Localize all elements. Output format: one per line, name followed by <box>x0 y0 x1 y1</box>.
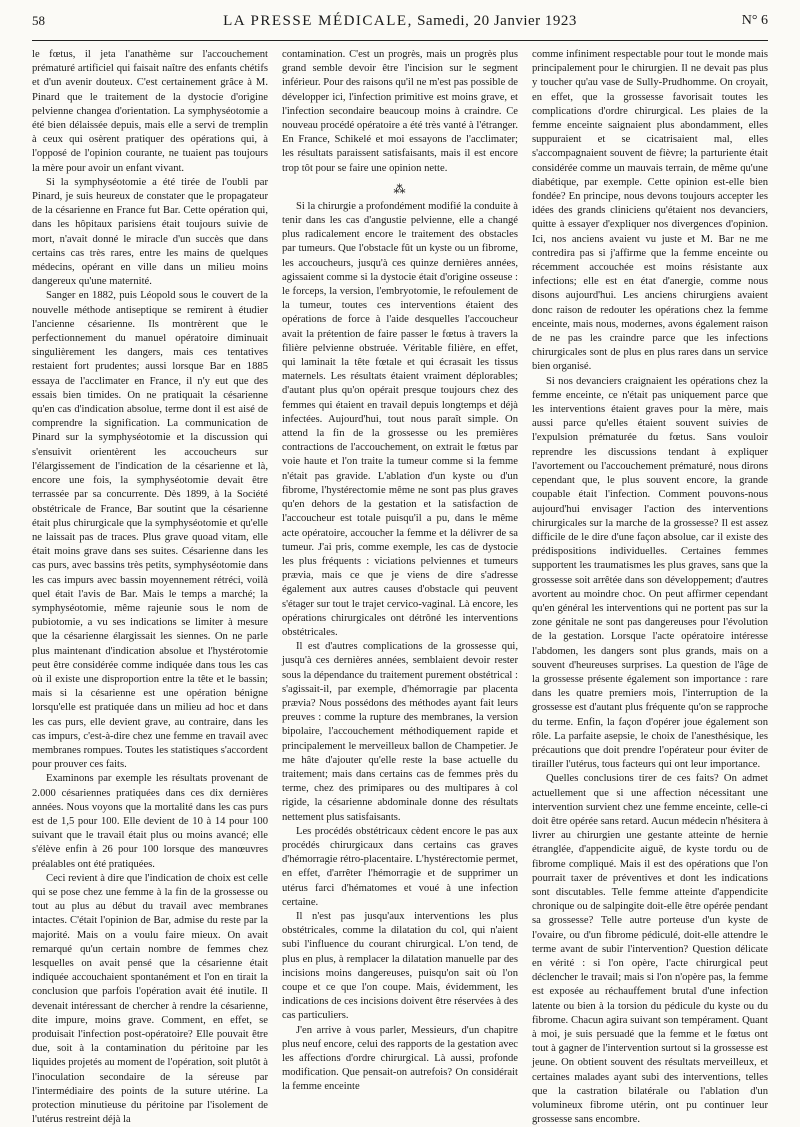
paragraph: Les procédés obstétricaux cèdent encore le pas aux procédés chirurgicaux dans certains cas graves d'hémorragie rétro-placentaire. L'hystérectomie permet, en effet, d'arrêter l'hémorragie et de supprimer un utérus farci d'hématomes et voué à une infection certaine. <box>282 825 518 908</box>
paragraph: J'en arrive à vous parler, Messieurs, d'un chapitre plus neuf encore, celui des rapports de la gestation avec les affections d'ordre chirurgical. Là aussi, profonde modification. Que pensait-on autrefois? On considérait la femme enceinte <box>282 1024 518 1093</box>
paragraph: Examinons par exemple les résultats provenant de 2.000 césariennes pratiquées dans ces dix dernières années. Nous voyons que la mortalité dans les cas purs est de 1,5 pour 100. Elle devient de 10 à 14 pour 100 suivant que le travail était plus ou moins avancé; elle s'élève enfin à 26 pour 100 lorsque des manœuvres préalables ont été pratiquées. <box>32 773 268 870</box>
column-right <box>532 48 768 1126</box>
running-title <box>92 13 708 30</box>
page-number: 58 <box>32 13 45 28</box>
paragraph: Si nos devanciers craignaient les opérations chez la femme enceinte, ce n'était pas uniquement parce que les interventions étaient graves pour la mère, mais aussi parce qu'elles étaient souvent suivies de l'expulsion prématurée du fœtus. Sans vouloir reprendre les discussions tendant à expliquer l'avortement ou l'accouchement prématuré, nous dirons cependant que, le plus souvent encore, la grande coupable était l'infection. Comment pouvons-nous aujourd'hui envisager l'action des interventions chirurgicales sur la marche de la grossesse? Il est assez difficile de le dire d'une façon absolue, car il existe des prédispositions individuelles. Certaines femmes supportent les traumatismes les plus graves, sans que la grossesse soit arrêtée dans son développement; d'autres avortent au moindre choc. On peut affirmer cependant qu'en général les interventions qui ne portent pas sur la zone génitale ne sont pas dangereuses pour l'évolution de la gestation. Lorsque l'acte opératoire intéresse l'abdomen, les dangers sont plus grands, mais on a souvent d'heureuses surprises. La question de l'âge de la grossesse présente également son importance : rare dans les quatre premiers mois, l'interruption de la grossesse est d'autant plus fréquente qu'on se rapproche du terme. Enfin, la façon d'opérer joue également son rôle. La parfaite asepsie, le choix de l'anesthésique, les précautions que doit prendre l'opérateur pour éviter de tirailler l'utérus, tous facteurs qui ont leur importance. <box>532 375 768 771</box>
paragraph: contamination. C'est un progrès, mais un progrès plus grand semble devoir être l'incision sur le segment inférieur. Pour des raisons qu'il ne m'est pas possible de développer ici, l'infection primitive est moins grave, et l'infection secondaire beaucoup moins à craindre. Ce nouveau procédé opératoire a été très vanté à l'étranger. En France, Schikelé et moi essayons de l'acclimater; les résultats paraissent satisfaisants, mais il est encore trop tôt pour se faire une opinion nette. <box>282 49 518 174</box>
paragraph: Ceci revient à dire que l'indication de choix est celle qui se pose chez une femme à la fin de la grossesse ou tout au plus au début du travail avec membranes intactes. C'était l'opinion de Bar, admise du reste par la majorité. Mais on a voulu faire mieux. On avait remarqué qu'un certain nombre de femmes chez lesquelles on avait pensé que la césarienne était indiquée accouchaient spontanément et l'on en tirait la conclusion que parfois l'opération avait été inutile. Il devenait intéressant de chercher à rendre la césarienne, dite impure, moins grave. Comment, en effet, se produisait l'infection post-opératoire? Elle pouvait être due, soit à la contamination du péritoine par les liquides projetés au moment de l'opération, soit plutôt à l'inoculation secondaire de la séreuse par l'intermédiaire des points de la suture utérine. La protection minutieuse du péritoine par l'isolement de l'utérus restreint déjà la <box>32 872 268 1126</box>
paragraph: Il est d'autres complications de la grossesse qui, jusqu'à ces dernières années, semblaient devoir rester sous la dépendance du traitement purement obstétrical : s'agissait-il, par exemple, d'hémorragie par placenta prævia? Nous possédons des méthodes ayant fait leurs preuves : comme la rupture des membranes, la version bipolaire, l'accouchement méthodiquement rapide et principalement le merveilleux ballon de Champetier. Je me hâte d'ajouter qu'elle reste la base actuelle du traitement; mais dans certains cas de femmes près du terme, chez des primipares ou des multipares à col rigide, la césarienne abdominale donne des résultats nettement plus satisfaisants. <box>282 641 518 823</box>
paragraph: comme infiniment respectable pour tout le monde mais principalement pour le chirurgien. Il ne devait pas plus y toucher qu'au vase de Sully-Prudhomme. On croyait, en effet, que la grossesse favorisait toutes les complications d'ordre chirurgical. Les plaies de la femme enceinte saignaient plus abondamment, elles suppuraient et se cicatrisaient mal, elles s'accompagnaient souvent de fièvre; la parturiente était considérée comme un mauvais terrain, de même qu'une diabétique, par exemple. Cette opinion est-elle bien fondée? En principe, nous devons toujours accepter les idées des grands cliniciens qu'étaient nos devanciers, quitte à essayer d'expliquer nos divergences d'opinion. Ici, nos anciens avaient vu juste et M. Bar ne me contredira pas si j'affirme que la femme enceinte ou récemment accouchée est moins résistante aux infections; elle est en état d'anergie, comme nous disons aujourd'hui. Les anciens chirurgiens avaient donc raison de redouter les opérations chez la femme enceinte, mais nous, modernes, avons également raison de ne pas les craindre parce que les infections chirurgicales sont de plus en plus rares dans un service bien organisé. <box>532 49 768 373</box>
paragraph: Il n'est pas jusqu'aux interventions les plus obstétricales, comme la dilatation du col, qui n'aient subi l'influence du courant chirurgical. L'on tend, de plus en plus, à remplacer la dilatation manuelle par des incisions moins dangereuses, puisqu'on sait où l'on coupe et ce que l'on coupe. Mais, évidemment, les indications de ces incisions doivent être réservées à des cas particuliers. <box>282 910 518 1022</box>
paragraph: Si la symphyséotomie a été tirée de l'oubli par Pinard, je suis heureux de constater que le propagateur de la césarienne en France fut Bar. Cette opération qui, dans les hôpitaux parisiens était toujours suivie de mort, n'avait donné le miracle d'un succès que dans certains cas très rares, entre les mains de quelques médecins, opérant en ville dans un milieu moins dangereux qu'une maternité. <box>32 176 268 288</box>
paragraph: le fœtus, il jeta l'anathème sur l'accouchement prématuré artificiel qui faisait naître des enfants chétifs et d'un avenir douteux. C'est certainement grâce à M. Pinard que le traitement de la dystocie d'origine pelvienne changea d'orientation. La symphyséotomie a été bien délaissée depuis, mais elle a servi de tremplin à ceux qui osèrent pratiquer des opérations qui, à l'opposé de l'opinion courante, ne tuaient pas toujours la mère pour avoir un enfant vivant. <box>32 49 268 174</box>
paragraph: Quelles conclusions tirer de ces faits? On admet actuellement que si une affection nécessitant une intervention survient chez une femme enceinte, celle-ci doit être opérée sans retard. Aucun médecin n'hésitera à livrer au chirurgien une gestante atteinte de hernie étranglée, d'appendicite aiguë, de kyste tordu ou de fibrome compliqué. Mais il est des opérations que l'on pourrait taxer de préventives et dont les indications sont discutables. Telle femme atteinte d'appendicite chronique ou de salpingite doit-elle être opérée pendant sa grossesse? Telle autre porteuse d'un kyste de l'ovaire, ou d'un fibrome pédiculé, doit-elle attendre le terme avant de subir l'intervention? Question délicate en vérité : si l'on opère, l'acte chirurgical peut déclencher le travail; mais si l'on n'opère pas, la femme est exposée au réchauffement brutal d'une infection latente ou bien à la torsion du pédicule du kyste ou du fibrome. Chacun agira suivant son tempérament. Quant à moi, je suis persuadé que la femme et le fœtus ont tout à gagner de l'intervention surtout si la grossesse est jeune. On obtient souvent des résultats merveilleux, et certaines malades ayant subi des interventions, telles que la castration bilatérale ou l'ablation d'un volumineux fibrome utérin, ont pu continuer leur grossesse sans encombre. <box>532 773 768 1126</box>
paragraph: Sanger en 1882, puis Léopold sous le couvert de la nouvelle méthode antiseptique se remirent à étudier l'ancienne césarienne. Ils montrèrent que le perfectionnement du manuel opératoire diminuait singulièrement les dangers, mais ces tentatives restaient fort prudentes; aussi lorsque Bar en 1885 essaya de l'acclimater en France, il n'y eut que des essais bien timides. On ne pratiquait la césarienne qu'en cas d'indication absolue, terme dont il est aisé de comprendre la signification. La communication de Pinard sur la symphyséotomie et la discussion qui s'ensuivit orientèrent les accoucheurs sur l'élargissement de l'indication de la césarienne et là, encore une fois, la symphyséotomie devait être terrassée par sa concurrente. Dès 1899, à la Société obstétricale de France, Bar soutint que la césarienne était plus chirurgicale que la symphyséotomie et qu'elle ne laissait pas de traces. Plus grave quoad vitam, elle était moins grave dans ses suites. Césarienne dans les cas purs, avec bassins très petits, symphyséotomie dans les cas impurs avec bassin moyennement rétréci, voilà quel était l'avis de Bar. Mais le temps a marché; la symphyséotomie, même rajeunie sous le nom de pubiotomie, a vu ses indications se limiter à mesure que la césarienne élargissait les siennes. On ne parle plus maintenant d'indication absolue et l'hystérotomie peut être considérée comme indiquée dans tous les cas où il existe une disproportion entre la tête et le bassin; mais si la césarienne est une opération bénigne lorsqu'elle est pratiquée dans un milieu ad hoc et dans les cas purs, elle devient grave, au contraire, dans les cas impurs, c'est-à-dire chez une femme en travail avec membranes rompues. Toutes les statistiques s'accordent pour prouver ces faits. <box>32 290 268 771</box>
paragraph: Si la chirurgie a profondément modifié la conduite à tenir dans les cas d'angustie pelvienne, elle a changé plus radicalement encore le traitement des obstacles par tumeurs. Que l'obstacle fût un kyste ou un fibrome, les accoucheurs, jusqu'à ces quinze dernières années, agissaient comme si la dystocie était d'origine osseuse : le forceps, la version, l'embryotomie, le refoulement de la tumeur, toutes ces interventions étaient des opérations de force à l'aide desquelles l'accoucheur avait la prétention de faire passer le fœtus à travers la filière pelvienne obstruée. Véritable filière, en effet, qui laminait la tête fœtale et qui écrasait les tissus maternels. Les résultats étaient vraiment déplorables; d'autant plus qu'on opérait presque toujours chez des femmes qui étaient en travail depuis longtemps et déjà infectées. Aujourd'hui, tout nous paraît simple. On attend la fin de la grossesse ou les premières contractions de l'accouchement, on extrait le fœtus par voie haute et l'on traite la tumeur comme si la femme n'était pas gravide. L'ablation d'un kyste ou d'un fibrome, l'hystérectomie même ne sont pas plus graves qu'en dehors de la gestation et la satisfaction de l'accoucheur est totale puisqu'il a pu, dans le même acte opératoire, accoucher la femme et la délivrer de sa tumeur. J'ai pris, comme exemple, les cas de dystocie les plus fréquents : viciations pelviennes et tumeurs prævia, mais ce que je viens de dire s'adresse également aux autres causes d'obstacle qui peuvent s'étager sur tout le trajet cervico-vaginal. Là encore, les opérations chirurgicales ont détrôné les interventions obstétricales. <box>282 200 518 638</box>
section-ornament: ⁂ <box>393 181 407 196</box>
issue-date: Samedi, 20 Janvier 1923 <box>417 12 577 29</box>
issue-number: N° 6 <box>741 13 768 28</box>
journal-name: LA PRESSE MÉDICALE, <box>223 12 413 29</box>
text-columns <box>32 48 768 1126</box>
column-left <box>32 48 268 1126</box>
column-middle <box>282 48 518 1093</box>
page-header <box>32 8 768 34</box>
header-rule <box>32 40 768 41</box>
